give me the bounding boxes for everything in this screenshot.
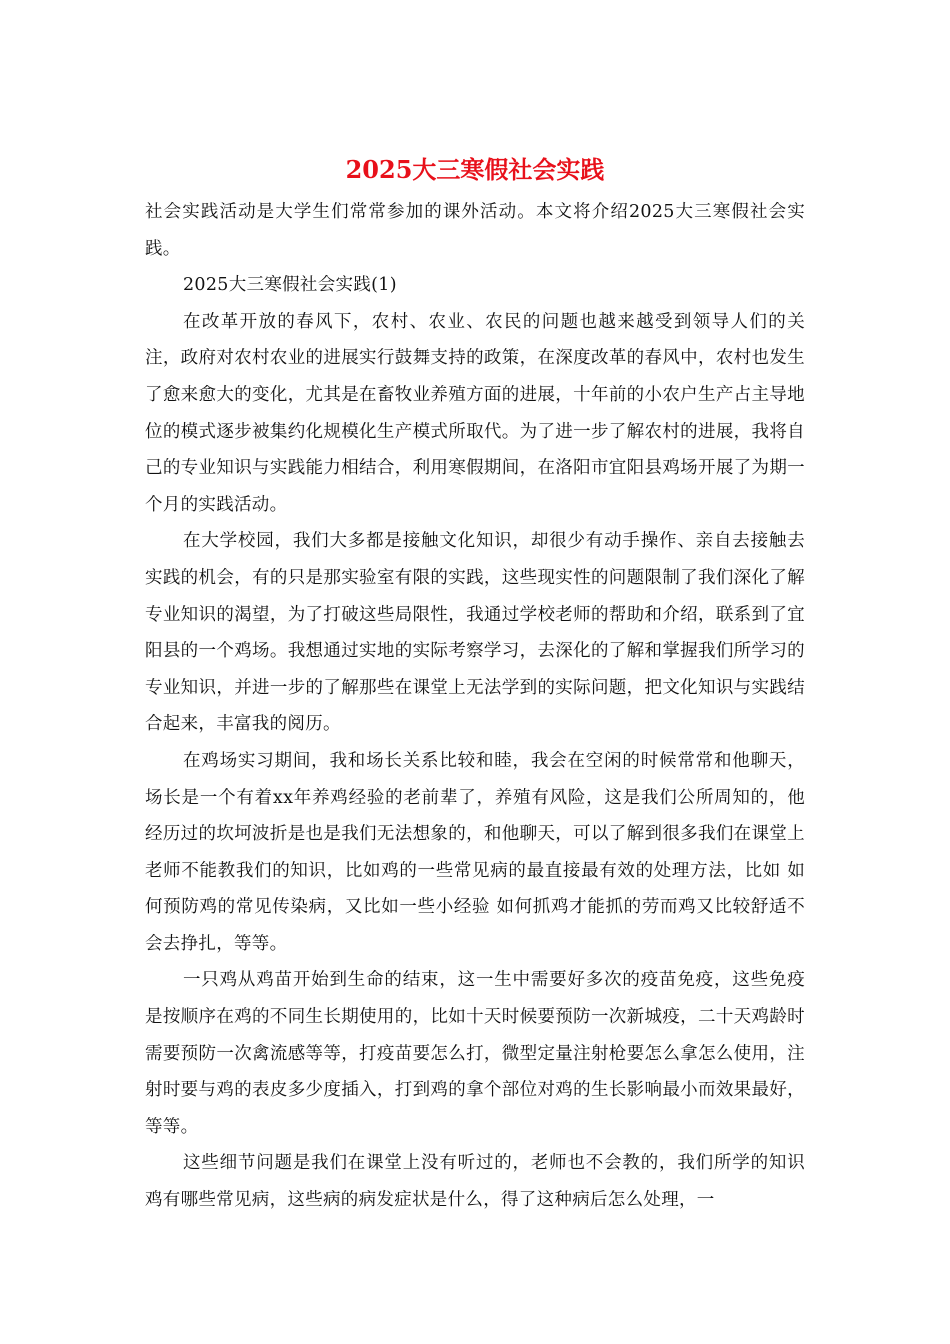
body-paragraph: 在改革开放的春风下，农村、农业、农民的问题也越来越受到领导人们的关注，政府对农村农业的进展实行鼓舞支持的政策，在深度改革的春风中，农村也发生了愈来愈大的变化，尤其是在畜牧业养殖方面的进展，十年前的小农户生产占主导地位的模式逐步被集约化规模化生产模式所取代。为了进一步了解农村的进展，我将自己的专业知识与实践能力相结合，利用寒假期间，在洛阳市宜阳县鸡场开展了为期一个月的实践活动。 (145, 311, 805, 515)
body-paragraph: 在大学校园，我们大多都是接触文化知识，却很少有动手操作、亲自去接触去实践的机会，有的只是那实验室有限的实践，这些现实性的问题限制了我们深化了解专业知识的渴望，为了打破这些局限性，我通过学校老师的帮助和介绍，联系到了宜阳县的一个鸡场。我想通过实地的实际考察学习，去深化的了解和掌握我们所学习的专业知识，并进一步的了解那些在课堂上无法学到的实际问题，把文化知识与实践结合起来，丰富我的阅历。 (145, 531, 805, 735)
body-paragraph: 一只鸡从鸡苗开始到生命的结束，这一生中需要好多次的疫苗免疫，这些免疫是按顺序在鸡的不同生长期使用的，比如十天时候要预防一次新城疫，二十天鸡龄时需要预防一次禽流感等等，打疫苗要怎么打，微型定量注射枪要怎么拿怎么使用，注射时要与鸡的表皮多少度插入，打到鸡的拿个部位对鸡的生长影响最小而效果最好，等等。 (145, 970, 805, 1137)
body-paragraph: 这些细节问题是我们在课堂上没有听过的，老师也不会教的，我们所学的知识鸡有哪些常见病，这些病的病发症状是什么，得了这种病后怎么处理，一 (145, 1153, 805, 1211)
document-title: 2025大三寒假社会实践 (345, 155, 605, 184)
body-paragraph: 在鸡场实习期间，我和场长关系比较和睦，我会在空闲的时候常常和他聊天，场长是一个有着xx年养鸡经验的老前辈了，养殖有风险，这是我们公所周知的，他经历过的坎坷波折是也是我们无法想象的，和他聊天，可以了解到很多我们在课堂上老师不能教我们的知识，比如鸡的一些常见病的最直接最有效的处理方法，比如 如何预防鸡的常见传染病，又比如一些小经验 如何抓鸡才能抓的劳而鸡又比较舒适不会去挣扎，等等。 (145, 750, 805, 954)
document-body (145, 194, 805, 1219)
section-heading: 2025大三寒假社会实践(1) (183, 275, 397, 296)
intro-paragraph: 社会实践活动是大学生们常常参加的课外活动。本文将介绍2025大三寒假社会实践。 (145, 202, 805, 259)
